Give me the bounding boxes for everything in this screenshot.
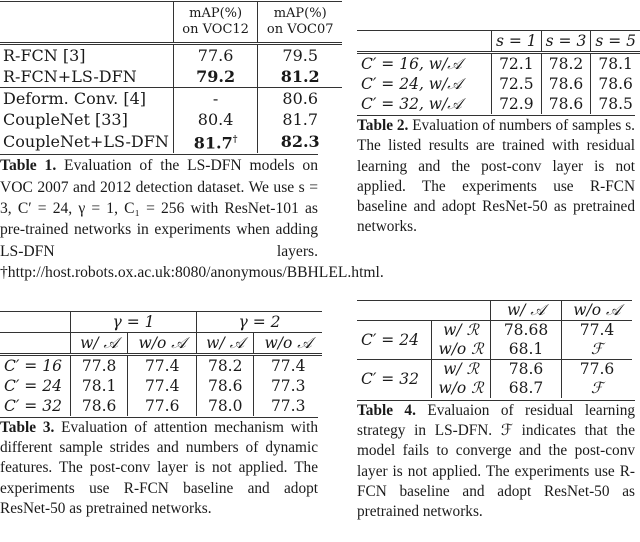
- table-2-block: [357, 30, 640, 238]
- table-row: w/o ℛ 68.7 ℱ: [357, 379, 632, 398]
- table-row: C′ = 16 77.8 77.4 78.2 77.4: [0, 355, 322, 377]
- table-2: [357, 30, 640, 114]
- table-row: C′ = 32, w/𝒜 72.9 78.6 78.5: [357, 94, 640, 114]
- table-row: R-FCN+LS-DFN 79.2 81.2: [0, 66, 342, 88]
- table-4-caption: Table 4. Evaluaion of residual learning strategy in LS-DFN. ℱ indicates that the model fails to converge and the post-conv layer is not applied. The experiments use R-FCN baseline and adopt ResNet-50 as pretrained networks.: [357, 400, 635, 522]
- table-4-header-empty: [357, 301, 491, 321]
- table-4-header-with-attention: w/ 𝒜: [491, 301, 562, 321]
- table-1-header-voc07: mAP(%) on VOC07: [258, 2, 342, 44]
- table-row: w/o ℛ 68.1 ℱ: [357, 340, 632, 360]
- table-2-header-s5: s = 5: [591, 31, 640, 53]
- table-2-caption: Table 2. Evaluation of numbers of samples s. The listed results are trained with residual learning and the post-conv layer is not applied. The experiments use R-FCN baseline and adopt ResNet-50 as pretrained networks.: [357, 115, 635, 238]
- table-3-block: [0, 311, 322, 519]
- table-row: R-FCN [3] 77.6 79.5: [0, 44, 342, 67]
- table-3-subheader: w/ 𝒜: [197, 333, 254, 355]
- table-3-subheader-empty: [0, 333, 71, 355]
- table-row: CoupleNet+LS-DFN 81.7† 82.3: [0, 130, 342, 153]
- table-4: [357, 300, 632, 398]
- table-1-caption: Table 1. Evaluation of the LS-DFN models on VOC 2007 and 2012 detection dataset. We use s = 3, C′ = 24, γ = 1, C₁ = 256 with ResNet-101 as pre-trained networks in experiments when adding LS-DFN layers. †http://host.robots.ox.ac.uk:8080/anonymous/BBHLEL.html.: [0, 154, 318, 283]
- table-row: C′ = 24 w/ ℛ 78.68 77.4: [357, 321, 632, 341]
- table-3-header-gamma2: γ = 2: [197, 312, 322, 333]
- table-2-header-empty: [357, 31, 491, 53]
- table-4-block: [357, 300, 640, 522]
- table-row: C′ = 32 w/ ℛ 78.6 77.6: [357, 360, 632, 380]
- table-row: C′ = 16, w/𝒜 72.1 78.2 78.1: [357, 53, 640, 75]
- table-1: [0, 1, 342, 153]
- table-3: [0, 311, 322, 416]
- table-3-header-empty: [0, 312, 71, 333]
- table-3-subheader: w/o 𝒜: [128, 333, 197, 355]
- table-2-header-s3: s = 3: [541, 31, 591, 53]
- table-2-header-s1: s = 1: [491, 31, 541, 53]
- table-1-header-voc12: mAP(%) on VOC12: [173, 2, 258, 44]
- table-3-header-gamma1: γ = 1: [71, 312, 197, 333]
- table-1-block: [0, 1, 384, 283]
- table-row: C′ = 32 78.6 77.6 78.0 77.3: [0, 396, 322, 416]
- table-row: C′ = 24 78.1 77.4 78.6 77.3: [0, 376, 322, 396]
- table-1-header-empty: [0, 2, 173, 44]
- table-3-subheader: w/o 𝒜: [254, 333, 322, 355]
- table-3-subheader: w/ 𝒜: [71, 333, 128, 355]
- table-4-header-without-attention: w/o 𝒜: [562, 301, 633, 321]
- table-row: CoupleNet [33] 80.4 81.7: [0, 109, 342, 130]
- table-3-caption: Table 3. Evaluation of attention mechanism with different sample strides and numbers of dynamic features. The post-conv layer is not applied. The experiments use R-FCN baseline and adopt ResNet-50 as pretrained networks.: [0, 417, 318, 519]
- table-1-couplenet-voc12: 81.7†: [173, 130, 258, 153]
- table-row: Deform. Conv. [4] - 80.6: [0, 88, 342, 110]
- table-row: C′ = 24, w/𝒜 72.5 78.6 78.6: [357, 74, 640, 94]
